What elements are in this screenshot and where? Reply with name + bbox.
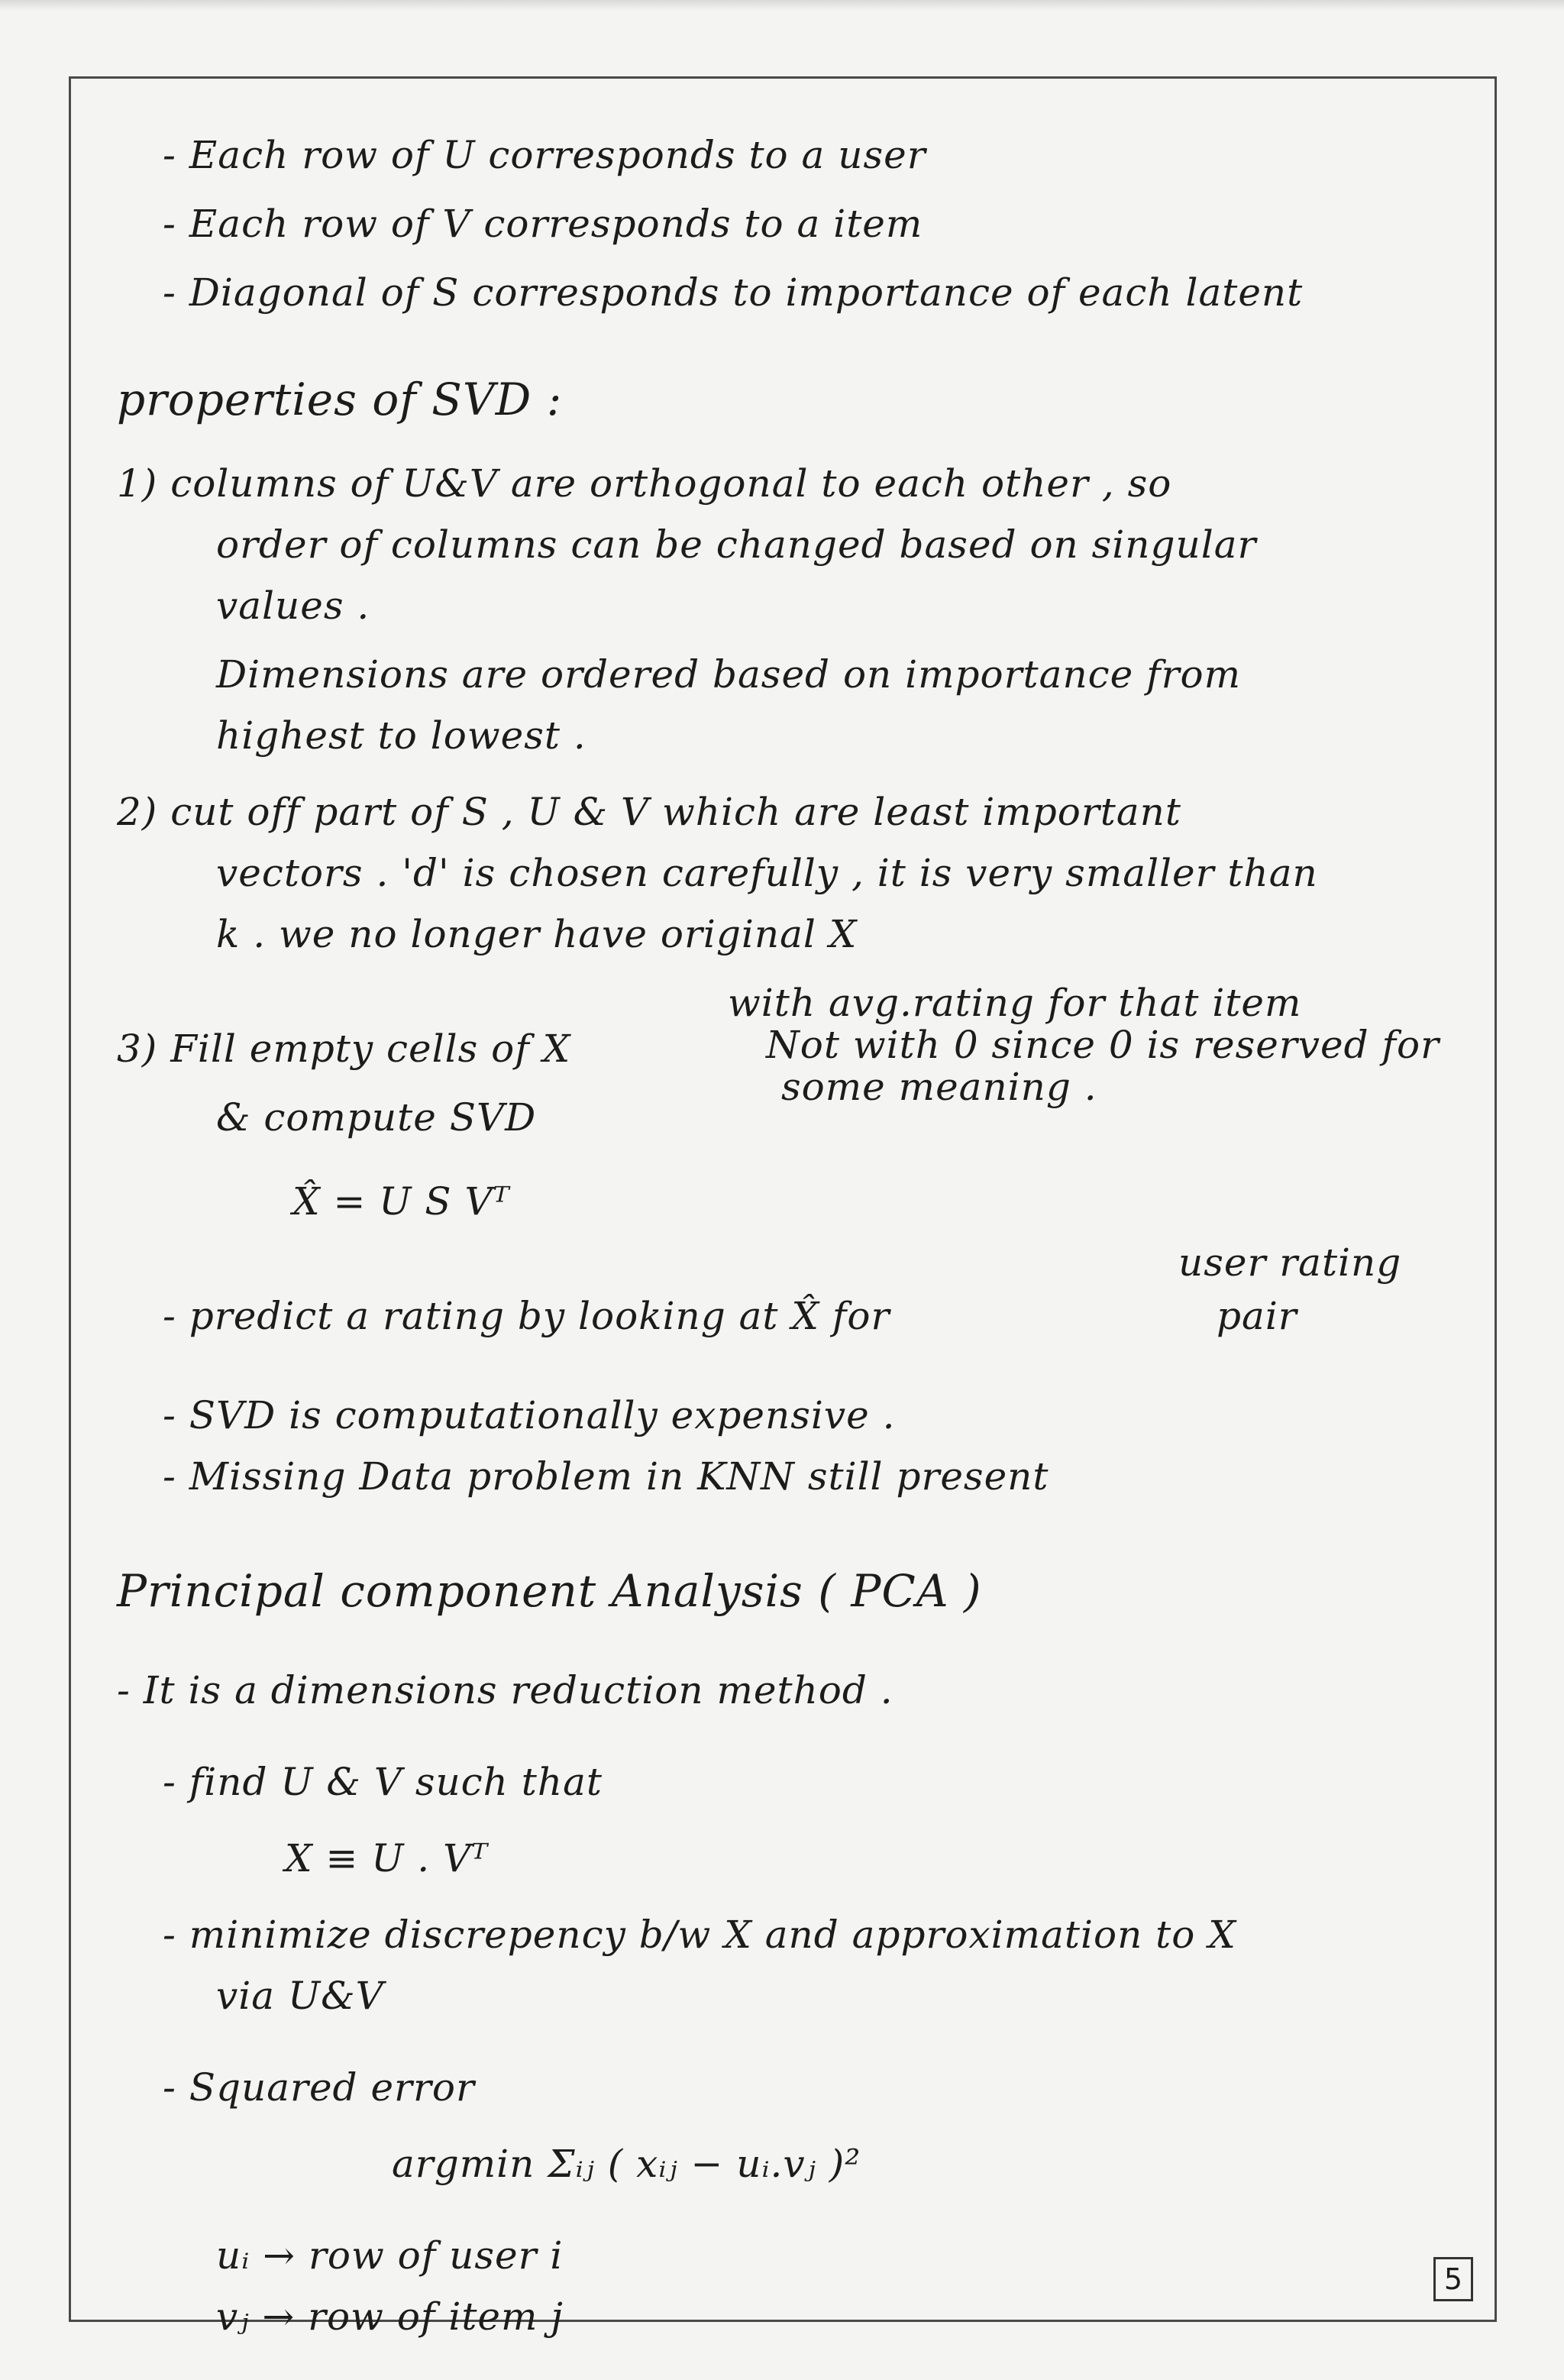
section-heading: properties of SVD :: [117, 373, 563, 425]
section-heading: Principal component Analysis ( PCA ): [117, 1565, 982, 1617]
notebook-page: [69, 76, 1497, 2339]
note-line: with avg.rating for that item: [728, 981, 1302, 1025]
note-line: 3) Fill empty cells of X: [117, 1027, 571, 1071]
note-line: Dimensions are ordered based on importance from: [216, 652, 1242, 697]
note-line: - Each row of V corresponds to a item: [163, 202, 923, 246]
note-line: highest to lowest .: [216, 713, 586, 758]
note-line: - find U & V such that: [163, 1760, 603, 1804]
note-line: - predict a rating by looking at X̂ for: [163, 1294, 890, 1338]
note-line: 2) cut off part of S , U & V which are least important: [117, 790, 1181, 834]
note-line: 1) columns of U&V are orthogonal to each other , so: [117, 461, 1172, 506]
note-line: - Missing Data problem in KNN still present: [163, 1454, 1049, 1499]
page-number: 5: [1433, 2257, 1473, 2301]
note-line: X ≡ U . Vᵀ: [285, 1836, 489, 1880]
note-line: - Diagonal of S corresponds to importance of each latent: [163, 270, 1304, 315]
note-line: k . we no longer have original X: [216, 912, 858, 956]
note-line: vⱼ → row of item j: [216, 2294, 564, 2339]
note-line: order of columns can be changed based on singular: [216, 522, 1257, 567]
note-line: & compute SVD: [216, 1095, 537, 1140]
note-line: - Squared error: [163, 2065, 475, 2110]
note-line: values .: [216, 584, 370, 628]
note-line: Not with 0 since 0 is reserved for: [766, 1023, 1440, 1067]
scan-edge: [0, 0, 1564, 11]
note-line: user rating: [1178, 1240, 1402, 1285]
note-line: via U&V: [216, 1974, 384, 2018]
note-line: - It is a dimensions reduction method .: [117, 1668, 893, 1712]
note-line: some meaning .: [781, 1065, 1097, 1109]
note-line: argmin Σᵢⱼ ( xᵢⱼ − uᵢ.vⱼ )²: [392, 2142, 861, 2186]
note-line: - SVD is computationally expensive .: [163, 1393, 896, 1437]
note-line: X̂ = U S Vᵀ: [292, 1179, 510, 1224]
note-line: - Each row of U corresponds to a user: [163, 133, 926, 177]
note-line: uᵢ → row of user i: [216, 2233, 564, 2278]
note-line: pair: [1217, 1294, 1297, 1338]
note-line: vectors . 'd' is chosen carefully , it is very smaller than: [216, 851, 1318, 895]
note-line: - minimize discrepency b/w X and approximation to X: [163, 1913, 1236, 1957]
